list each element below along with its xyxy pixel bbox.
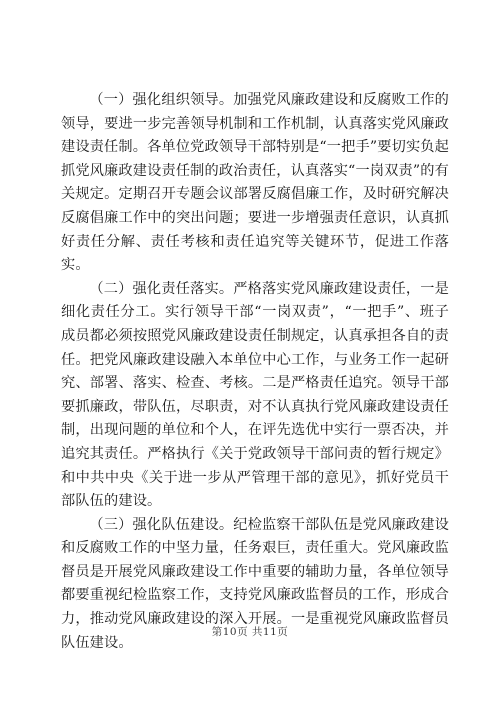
paragraph-organization-leadership: （一）强化组织领导。加强党风廉政建设和反腐败工作的领导，要进一步完善领导机制和工作机制，认真落实党风廉政建设责任制。各单位党政领导干部特别是“一把手”要切实负起抓党风廉政建设责任制的政治责任，认真落实“一岗双责”的有关规定。定期召开专题会议部署反腐倡廉工作，及时研究解决反腐倡廉工作中的突出问题；要进一步增强责任意识，认真抓好责任分解、责任考核和责任追究等关键环节，促进工作落实。 [61,92,449,274]
paragraph-responsibility-implementation: （二）强化责任落实。严格落实党风廉政建设责任，一是细化责任分工。实行领导干部“一岗双责”，“一把手”、班子成员都必须按照党风廉政建设责任制规定，认真承担各自的责任。把党风廉政建设融入本单位中心工作，与业务工作一起研究、部署、落实、检查、考核。二是严格责任追究。领导干部要抓廉政，带队伍，尽职责，对不认真执行党风廉政建设责任制，出现问题的单位和个人，在评先选优中实行一票否决，并追究其责任。严格执行《关于党政领导干部问责的暂行规定》和中共中央《关于进一步从严管理干部的意见》，抓好党员干部队伍的建设。 [61,280,449,510]
page-number-footer: 第10页 共11页 [211,626,289,638]
document-body [61,89,449,655]
paragraph-team-building: （三）强化队伍建设。纪检监察干部队伍是党风廉政建设和反腐败工作的中坚力量，任务艰巨，责任重大。党风廉政监督员是开展党风廉政建设工作中重要的辅助力量，各单位领导都要重视纪检监察工作，支持党风廉政监督员的工作，形成合力，推动党风廉政建设的深入开展。一是重视党风廉政监督员队伍建设。 [61,516,449,651]
